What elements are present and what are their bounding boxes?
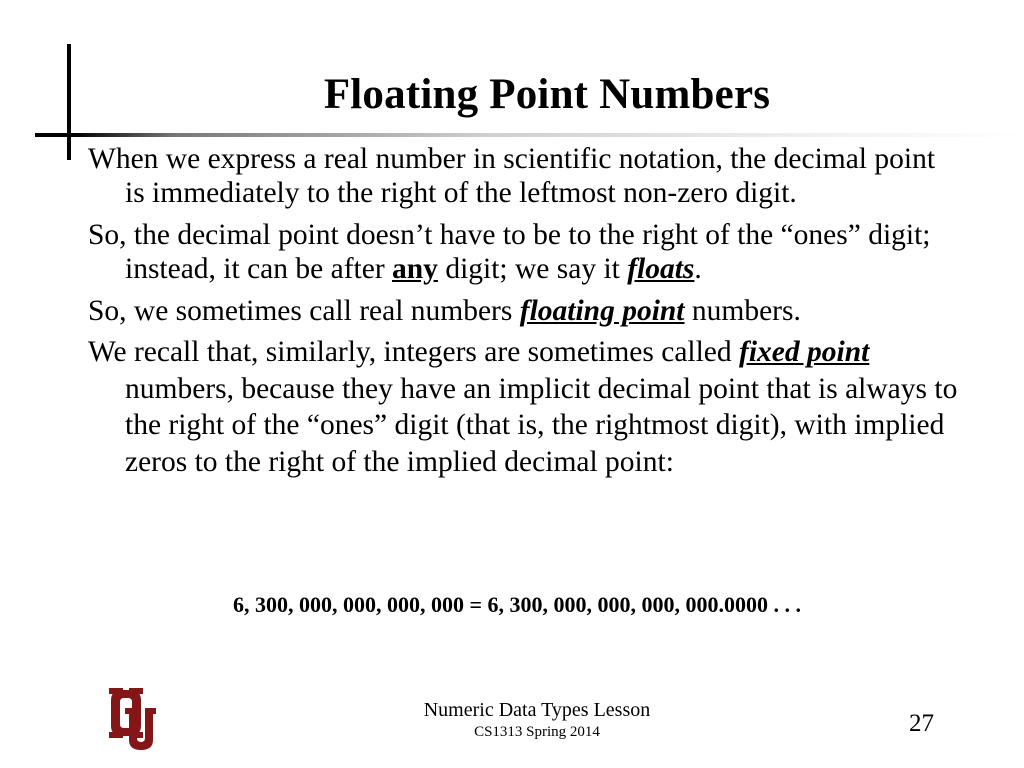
emphasis-floats: floats <box>627 253 695 285</box>
decorative-horizontal-rule <box>35 133 1024 137</box>
para4-text-end: numbers, because they have an implicit decimal point that is always to the right of the “ones” digit (that is, the rightmost digit), with implied zeros to the right of the implied decimal point: <box>125 372 958 478</box>
paragraph-fixed-point <box>88 334 958 480</box>
page-number: 27 <box>909 710 934 737</box>
paragraph-scientific-notation: When we express a real number in scientific notation, the decimal point is immediately to the right of the leftmost non-zero digit. <box>88 143 936 209</box>
emphasis-fixed-point: fixed point <box>739 336 870 368</box>
example-equation: 6, 300, 000, 000, 000, 000 = 6, 300, 000, 000, 000, 000.0000 . . . <box>232 592 802 617</box>
slide-body <box>88 142 958 488</box>
para2-text-end: . <box>694 253 702 285</box>
para2-text-middle: digit; we say it <box>437 253 628 285</box>
para4-text-start: We recall that, similarly, integers are sometimes called <box>88 336 740 368</box>
para3-text-start: So, we sometimes call real numbers <box>88 295 520 327</box>
footer-course: CS1313 Spring 2014 <box>474 724 600 740</box>
emphasis-any: any <box>392 253 438 285</box>
slide-title: Floating Point Numbers <box>323 71 771 118</box>
footer-lesson-title: Numeric Data Types Lesson <box>423 699 651 721</box>
paragraph-decimal-floats <box>88 218 958 286</box>
paragraph-floating-point <box>88 294 958 328</box>
emphasis-floating-point: floating point <box>519 295 685 327</box>
para2-text-start: So, the decimal point doesn’t have to be to the right of the “ones” digit; instead, it can be after <box>88 219 931 285</box>
para3-text-end: numbers. <box>684 295 801 327</box>
